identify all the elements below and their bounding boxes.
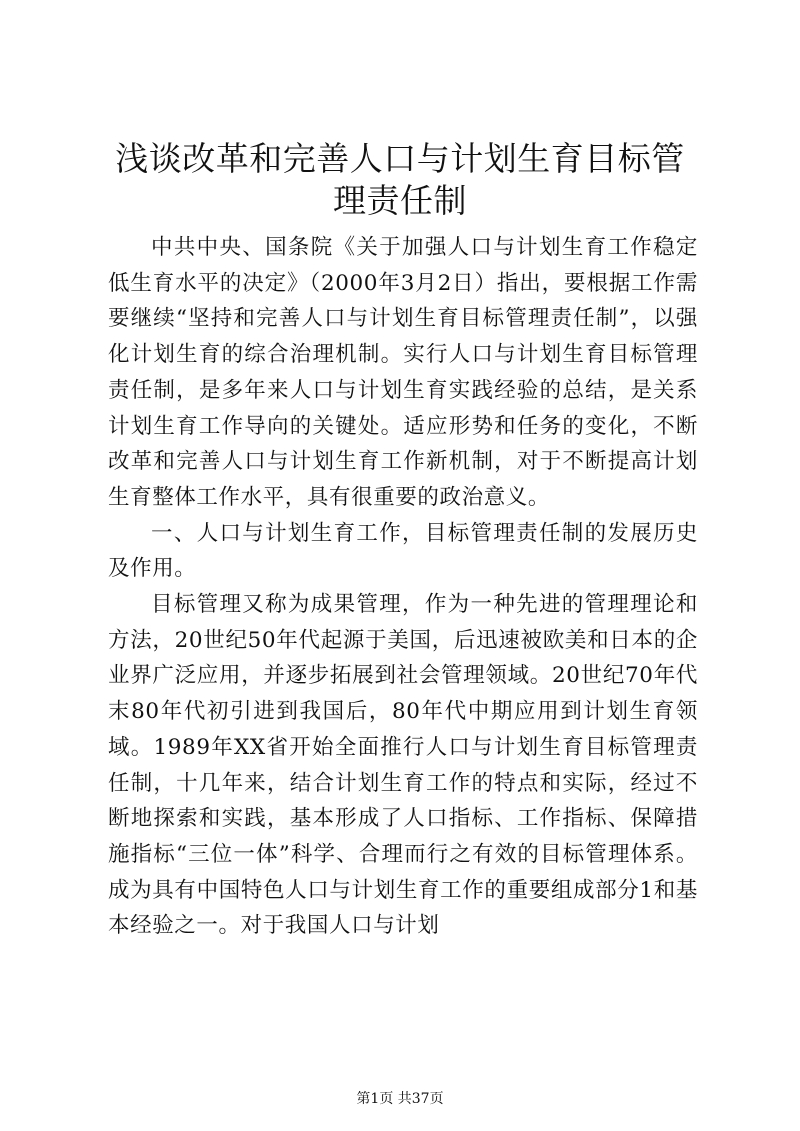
paragraph-section-heading: 一、人口与计划生育工作，目标管理责任制的发展历史及作用。: [108, 520, 698, 582]
document-body: [108, 230, 698, 944]
document-title: 浅谈改革和完善人口与计划生育目标管理责任制: [115, 139, 685, 220]
paragraph-history: 目标管理又称为成果管理，作为一种先进的管理理论和方法，20世纪50年代起源于美国，后迅速被欧美和日本的企业界广泛应用，并逐步拓展到社会管理领域。20世纪70年代末80年代初引进到我国后，80年代中期应用到计划生育领域。1989年XX省开始全面推行人口与计划生育目标管理责任制，十几年来，结合计划生育工作的特点和实际，经过不断地探索和实践，基本形成了人口指标、工作指标、保障措施指标“三位一体”科学、合理而行之有效的目标管理体系。成为具有中国特色人口与计划生育工作的重要组成部分1和基本经验之一。对于我国人口与计划: [108, 592, 698, 939]
paragraph-intro: 中共中央、国条院《关于加强人口与计划生育工作稳定低生育水平的决定》（2000年3月2日）指出，要根据工作需要继续“坚持和完善人口与计划生育目标管理责任制”，以强化计划生育的综合治理机制。实行人口与计划生育目标管理责任制，是多年来人口与计划生育实践经验的总结，是关系计划生育工作导向的关键处。适应形势和任务的变化，不断改革和完善人口与计划生育工作新机制，对于不断提高计划生育整体工作水平，具有很重要的政治意义。: [108, 235, 698, 510]
page-number-footer: 第1页 共37页: [356, 1091, 444, 1107]
